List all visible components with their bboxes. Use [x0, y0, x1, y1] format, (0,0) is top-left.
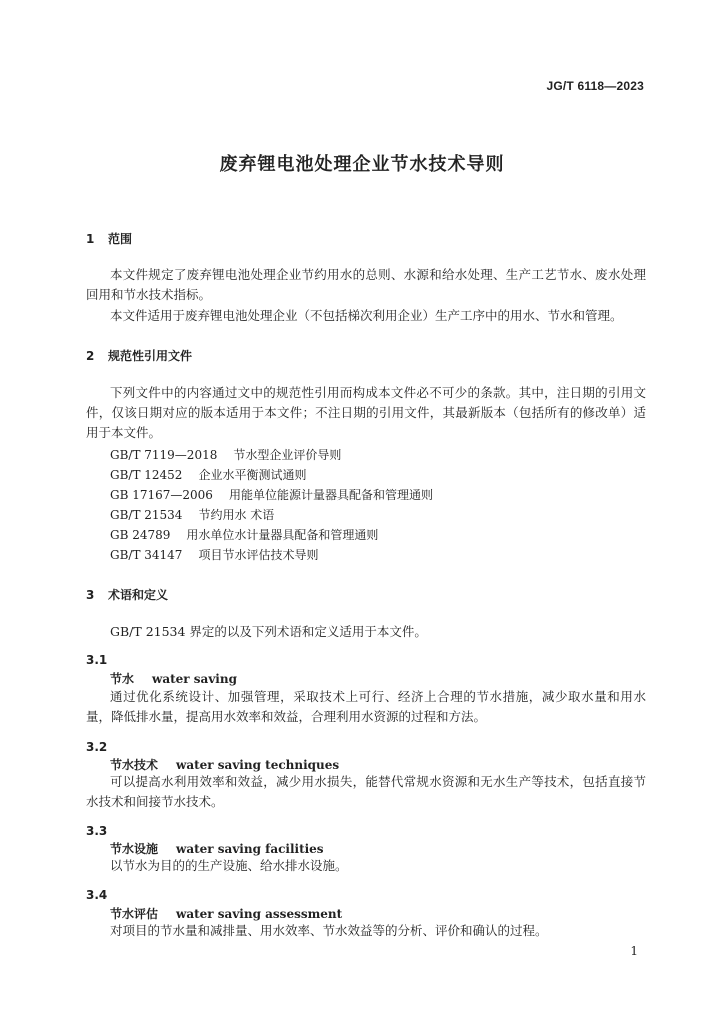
terms-intro: GB/T 21534 界定的以及下列术语和定义适用于本文件。	[110, 624, 427, 639]
scope-paragraph-1: 本文件规定了废弃锂电池处理企业节约用水的总则、水源和给水处理、生产工艺节水、废水处理回用和节水技术指标。	[86, 267, 646, 302]
standard-number: JG/T 6118—2023	[546, 79, 644, 93]
reference-item	[110, 506, 274, 523]
reference-code: GB/T 7119—2018	[110, 448, 218, 462]
section-title: 术语和定义	[108, 588, 169, 602]
section-2-heading	[86, 347, 192, 364]
reference-code: GB/T 34147	[110, 548, 183, 562]
term-heading	[110, 840, 324, 857]
reference-name: 企业水平衡测试通则	[198, 468, 307, 482]
term-definition: 对项目的节水量和减排量、用水效率、节水效益等的分析、评价和确认的过程。	[110, 923, 548, 938]
reference-name: 项目节水评估技术导则	[198, 548, 319, 562]
section-3-heading	[86, 586, 168, 603]
section-number: 2	[86, 349, 95, 363]
reference-name: 节水型企业评价导则	[233, 448, 342, 462]
reference-item	[110, 466, 306, 483]
term-zh: 节水技术	[110, 758, 159, 772]
term-definition: 以节水为目的的生产设施、给水排水设施。	[110, 858, 348, 873]
term-zh: 节水	[110, 672, 135, 686]
term-number: 3.1	[86, 653, 108, 667]
term-heading	[110, 756, 339, 773]
reference-code: GB 24789	[110, 528, 171, 542]
reference-name: 用能单位能源计量器具配备和管理通则	[228, 488, 433, 502]
section-number: 3	[86, 588, 95, 602]
section-title: 规范性引用文件	[108, 349, 193, 363]
reference-name: 用水单位水计量器具配备和管理通则	[186, 528, 379, 542]
reference-item	[110, 546, 318, 563]
term-heading	[110, 670, 237, 687]
term-number: 3.3	[86, 824, 108, 838]
term-zh: 节水设施	[110, 842, 159, 856]
term-en: water saving techniques	[176, 758, 340, 772]
reference-code: GB/T 12452	[110, 468, 183, 482]
section-title: 范围	[108, 232, 133, 246]
document-title: 废弃锂电池处理企业节水技术导则	[219, 154, 505, 175]
section-1-heading	[86, 230, 132, 247]
term-heading	[110, 905, 342, 922]
page-number: 1	[630, 944, 638, 958]
reference-code: GB/T 21534	[110, 508, 183, 522]
term-en: water saving	[152, 672, 237, 686]
reference-item	[110, 526, 378, 543]
term-number: 3.4	[86, 888, 108, 902]
term-zh: 节水评估	[110, 907, 159, 921]
term-en: water saving facilities	[176, 842, 324, 856]
term-definition: 可以提高水利用效率和效益，减少用水损失，能替代常规水资源和无水生产等技术，包括直接节水技术和间接节水技术。	[86, 774, 646, 809]
term-definition: 通过优化系统设计、加强管理，采取技术上可行、经济上合理的节水措施，减少取水量和用水量，降低排水量，提高用水效率和效益，合理利用水资源的过程和方法。	[86, 689, 646, 724]
reference-code: GB 17167—2006	[110, 488, 213, 502]
references-intro: 下列文件中的内容通过文中的规范性引用而构成本文件必不可少的条款。其中，注日期的引用文件，仅该日期对应的版本适用于本文件；不注日期的引用文件，其最新版本（包括所有的修改单）适用于本文件。	[86, 385, 646, 440]
term-number: 3.2	[86, 740, 108, 754]
reference-item	[110, 446, 341, 463]
reference-name: 节约用水 术语	[198, 508, 275, 522]
reference-item	[110, 486, 433, 503]
scope-paragraph-2: 本文件适用于废弃锂电池处理企业（不包括梯次利用企业）生产工序中的用水、节水和管理。	[110, 308, 623, 323]
section-number: 1	[86, 232, 95, 246]
term-en: water saving assessment	[176, 907, 343, 921]
